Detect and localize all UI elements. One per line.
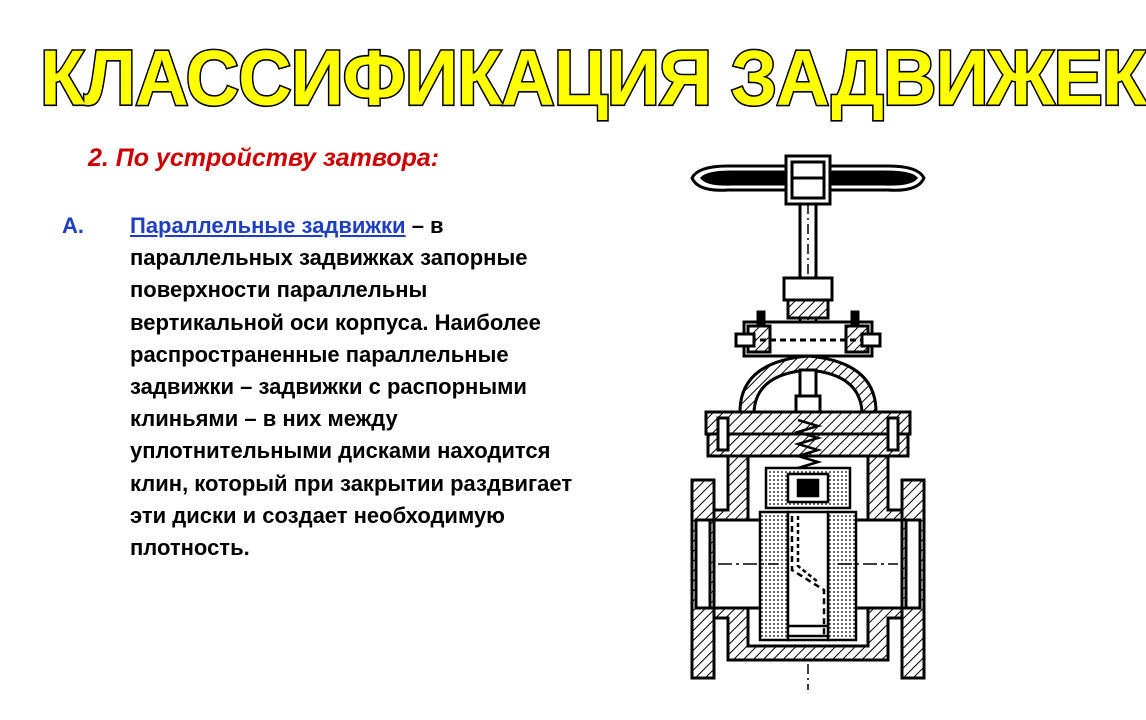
gate-valve-drawing: [688, 150, 928, 698]
list-marker: А.: [62, 213, 84, 238]
item-description: – в параллельных задвижках запорные поверхности параллельны вертикальной оси корпуса. Наиболее распространенные параллельные задвижки – задвижки с распорными клиньями – в них между уплотнительными дисками находится клин, который при закрытии раздвигает эти диски и создает необходимую плотность.: [130, 213, 573, 561]
term-link[interactable]: Параллельные задвижки: [130, 213, 406, 238]
bonnet: [740, 356, 876, 418]
handwheel: [692, 156, 924, 204]
section-subtitle: 2. По устройству затвора:: [88, 144, 440, 172]
page-title: КЛАССИФИКАЦИЯ ЗАДВИЖЕК: [40, 33, 1146, 122]
body-text: [62, 210, 586, 564]
list-item: [62, 210, 586, 564]
